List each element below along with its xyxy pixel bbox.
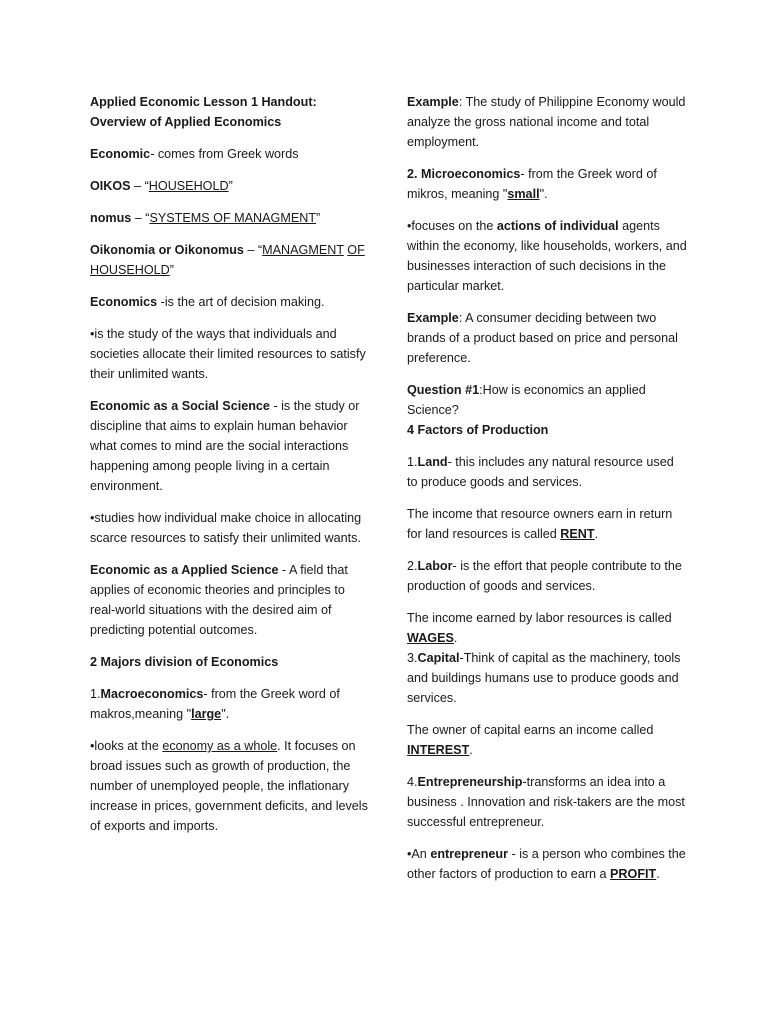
entrepreneur-bullet: •An entrepreneur - is a person who combines the other factors of production to earn a PROFIT. <box>407 847 686 881</box>
capital-paragraph: 3.Capital-Think of capital as the machinery, tools and buildings humans use to produce goods and services. <box>407 651 681 705</box>
economic-definition: Economic- comes from Greek words <box>90 147 299 161</box>
land-paragraph: 1.Land- this includes any natural resource used to produce goods and services. <box>407 455 674 489</box>
oikos-definition: OIKOS – “HOUSEHOLD” <box>90 179 233 193</box>
wages-paragraph: The income earned by labor resources is called WAGES. <box>407 611 672 645</box>
nomus-definition: nomus – “SYSTEMS OF MANAGMENT” <box>90 211 321 225</box>
left-column <box>90 92 372 848</box>
divisions-heading: 2 Majors division of Economics <box>90 655 279 669</box>
economics-definition: Economics -is the art of decision making. <box>90 295 325 309</box>
microeconomics-paragraph: 2. Microeconomics- from the Greek word of mikros, meaning "small". <box>407 167 657 201</box>
oikonomia-definition: Oikonomia or Oikonomus – “MANAGMENT OF HOUSEHOLD” <box>90 243 365 277</box>
factors-heading: 4 Factors of Production <box>407 423 549 437</box>
entrepreneurship-paragraph: 4.Entrepreneurship-transforms an idea into a business . Innovation and risk-takers are the most successful entrepreneur. <box>407 775 685 829</box>
economics-bullet: •is the study of the ways that individuals and societies allocate their limited resources to satisfy their unlimited wants. <box>90 327 366 381</box>
macroeconomics-paragraph: 1.Macroeconomics- from the Greek word of makros,meaning "large". <box>90 687 340 721</box>
interest-paragraph: The owner of capital earns an income called INTEREST. <box>407 723 654 757</box>
right-column <box>407 92 687 896</box>
social-science-bullet: •studies how individual make choice in allocating scarce resources to satisfy their unlimited wants. <box>90 511 362 545</box>
handout-title: Applied Economic Lesson 1 Handout: Overview of Applied Economics <box>90 95 317 129</box>
rent-paragraph: The income that resource owners earn in return for land resources is called RENT. <box>407 507 673 541</box>
labor-paragraph: 2.Labor- is the effort that people contribute to the production of goods and services. <box>407 559 682 593</box>
question-one: Question #1:How is economics an applied Science? <box>407 383 646 417</box>
applied-science-paragraph: Economic as a Applied Science - A field that applies of economic theories and principles to real-world situations with the desired aim of predicting potential outcomes. <box>90 563 348 637</box>
micro-example: Example: A consumer deciding between two brands of a product based on price and personal preference. <box>407 311 678 365</box>
macro-example: Example: The study of Philippine Economy would analyze the gross national income and total employment. <box>407 95 686 149</box>
microeconomics-bullet: •focuses on the actions of individual agents within the economy, like households, workers, and businesses interaction of such decisions in the particular market. <box>407 219 687 293</box>
macroeconomics-bullet: •looks at the economy as a whole. It focuses on broad issues such as growth of production, the number of unemployed people, the inflationary increase in prices, government deficits, and levels of exports and imports. <box>90 739 368 833</box>
social-science-paragraph: Economic as a Social Science - is the study or discipline that aims to explain human behavior what comes to mind are the social interactions happening among people living in a certain environment. <box>90 399 360 493</box>
